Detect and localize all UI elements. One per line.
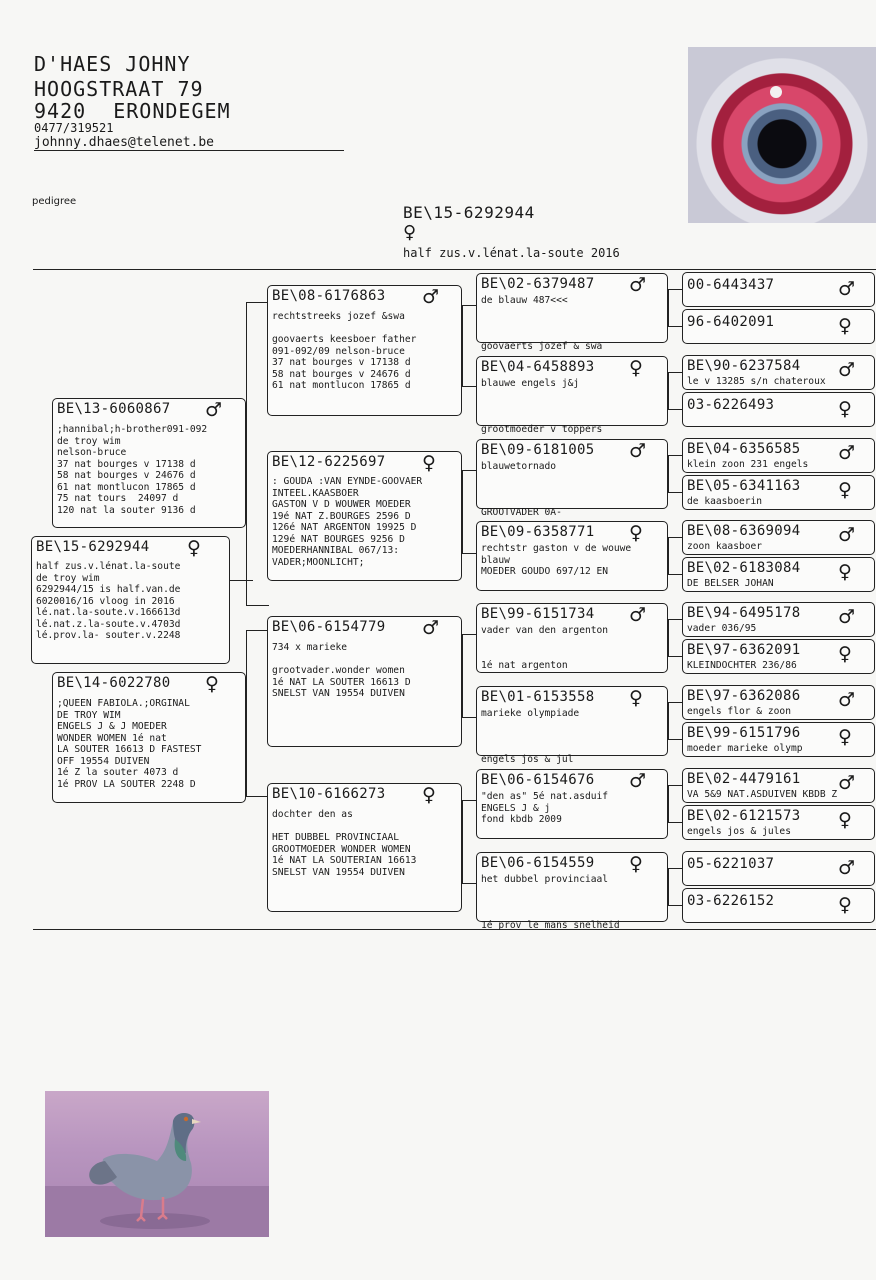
ring-number: BE\99-6151796 [687,725,801,741]
eye-photo [688,47,876,223]
connector [246,302,269,606]
pedigree-label: pedigree [32,196,77,207]
grandparent-card[interactable] [267,616,462,747]
pigeon-details: half zus.v.lénat.la-soute de troy wim 6292944/15 is half.van.de 6020016/16 vloog in 2016 lé.nat.la-soute.v.166613d lé.nat.z.la-soute.v.4703d lé.prov.la- souter.v.2248 [36,561,181,641]
bottom-divider [33,929,876,930]
female-symbol-icon: ♀ [838,315,852,337]
ring-number: 00-6443437 [687,277,775,293]
male-symbol-icon: ♂ [838,442,856,464]
connector [668,455,683,493]
ring-number: BE\04-6458893 [481,359,595,375]
ancestor-card[interactable] [682,392,875,427]
ring-number: BE\06-6154676 [481,772,595,788]
ring-number: 03-6226493 [687,397,775,413]
top-divider [33,269,876,270]
ring-number: BE\02-6183084 [687,560,801,576]
ring-number: BE\12-6225697 [272,454,386,470]
ring-number: BE\09-6181005 [481,442,595,458]
eye-highlight [770,86,782,98]
ancestor-note: engels flor & zoon [687,706,791,717]
ancestor-note: le v 13285 s/n chateroux [687,376,826,387]
pigeon-photo [45,1091,269,1237]
ancestor-card[interactable] [682,475,875,510]
ring-number: BE\97-6362091 [687,642,801,658]
owner-street: HOOGSTRAAT 79 [34,77,204,101]
connector [246,630,269,797]
ancestor-note: moeder marieke olymp [687,743,803,754]
female-symbol-icon: ♀ [838,479,852,501]
male-symbol-icon: ♂ [629,770,647,792]
ancestor-note: zoon kaasboer [687,541,763,552]
male-symbol-icon: ♂ [838,524,856,546]
pigeon-details: ;QUEEN FABIOLA.;ORGINAL DE TROY WIM ENGELS J & J MOEDER WONDER WOMEN 1é nat LA SOUTER 16613 D FASTEST OFF 19554 DUIVEN 1é Z la souter 4073 d 1é PROV LA SOUTER 2248 D [57,698,202,790]
ring-number: BE\09-6358771 [481,524,595,540]
ring-number: 03-6226152 [687,893,775,909]
great-grandparent-card[interactable] [476,521,668,591]
sire-card[interactable] [52,398,246,528]
ancestor-note: KLEINDOCHTER 236/86 [687,660,797,671]
owner-email[interactable]: johnny.dhaes@telenet.be [34,135,215,150]
female-symbol-icon: ♀ [838,398,852,420]
pigeon-details: 734 x marieke grootvader.wonder women 1é NAT LA SOUTER 16613 D SNELST VAN 19554 DUIVEN [272,642,411,699]
ancestor-note: vader 036/95 [687,623,757,634]
connector [462,470,477,554]
pigeon-details: ;hannibal;h-brother091-092 de troy wim nelson-bruce 37 nat bourges v 17138 d 58 nat bourges v 24676 d 61 nat montlucon 17865 d 75 nat tours 24097 d 120 nat la souter 9136 d [57,424,208,516]
pigeon-details: het dubbel provinciaal 1é prov le mans snelheid [481,874,620,931]
ring-number: BE\15-6292944 [36,539,150,555]
great-grandparent-card[interactable] [476,852,668,931]
ring-number: BE\99-6151734 [481,606,595,622]
great-grandparent-card[interactable] [476,356,668,435]
pigeon-details: rechtstreeks jozef &swa goovaerts keesboer father 091-092/09 nelson-bruce 37 nat bourges v 17138 d 58 nat bourges v 24676 d 61 nat montlucon 17865 d [272,311,417,391]
ring-number: BE\02-6121573 [687,808,801,824]
ring-number: BE\94-6495178 [687,605,801,621]
ring-number: 96-6402091 [687,314,775,330]
grandparent-card[interactable] [267,783,462,912]
connector [668,372,683,410]
male-symbol-icon: ♂ [838,278,856,300]
connector [462,634,477,718]
male-symbol-icon: ♂ [838,606,856,628]
female-symbol-icon: ♀ [629,522,643,544]
ring-number: BE\06-6154559 [481,855,595,871]
main-ring-number: BE\15-6292944 [403,203,535,222]
female-symbol-icon: ♀ [205,673,219,695]
connector [668,702,683,740]
owner-phone: 0477/319521 [34,121,114,135]
female-symbol-icon: ♀ [629,357,643,379]
main-note: half zus.v.lénat.la-soute 2016 [403,246,620,260]
male-symbol-icon: ♂ [838,857,856,879]
ancestor-note: engels jos & jules [687,826,791,837]
female-symbol-icon: ♀ [422,784,436,806]
pigeon-details: dochter den as HET DUBBEL PROVINCIAAL GROOTMOEDER WONDER WOMEN 1é NAT LA SOUTERIAN 16613 SNELST VAN 19554 DUIVEN [272,809,417,878]
owner-name: D'HAES JOHNY [34,52,191,76]
male-symbol-icon: ♂ [629,604,647,626]
ancestor-card[interactable] [682,557,875,592]
ancestor-note: klein zoon 231 engels [687,459,809,470]
female-symbol-icon: ♀ [838,561,852,583]
ring-number: BE\08-6369094 [687,523,801,539]
connector [230,580,253,581]
connector [462,305,477,387]
subject-card[interactable] [31,536,230,664]
connector [462,800,477,884]
ancestor-card[interactable] [682,309,875,344]
pigeon-details: blauwe engels j&j grootmoeder v toppers [481,378,603,435]
ancestor-card[interactable] [682,639,875,674]
pigeon-details: : GOUDA :VAN EYNDE-GOOVAER INTEEL.KAASBOER GASTON V D WOUWER MOEDER 19é NAT Z.BOURGES 2596 D 126é NAT ARGENTON 19925 D 129é NAT BOURGES 9256 D MOEDERHANNIBAL 067/13: VADER;MOONLICHT; [272,476,423,568]
ring-number: BE\08-6176863 [272,288,386,304]
male-symbol-icon: ♂ [422,617,440,639]
ancestor-card[interactable] [682,685,875,720]
pigeon-details: blauwetornado GROOTVADER 0A- [481,461,562,518]
ring-number: BE\10-6166273 [272,786,386,802]
female-symbol-icon: ♀ [422,452,436,474]
ring-number: BE\90-6237584 [687,358,801,374]
ancestor-card[interactable] [682,722,875,757]
great-grandparent-card[interactable] [476,439,668,518]
male-symbol-icon: ♂ [205,399,223,421]
female-symbol-icon: ♀ [838,726,852,748]
female-symbol-icon: ♀ [838,809,852,831]
ring-number: BE\06-6154779 [272,619,386,635]
connector [668,537,683,575]
ring-number: BE\01-6153558 [481,689,595,705]
dam-card[interactable] [52,672,246,803]
email-underline [34,150,344,151]
ring-number: BE\04-6356585 [687,441,801,457]
ancestor-card[interactable] [682,438,875,473]
great-grandparent-card[interactable] [476,273,668,352]
ancestor-card[interactable] [682,355,875,390]
ancestor-note: de kaasboerin [687,496,763,507]
grandparent-card[interactable] [267,451,462,581]
connector [668,868,683,906]
ancestor-card[interactable] [682,520,875,555]
great-grandparent-card[interactable] [476,686,668,765]
ancestor-card[interactable] [682,602,875,637]
connector [668,785,683,823]
ancestor-card[interactable] [682,768,875,803]
pigeon-details: marieke olympiade engels jos & jul [481,708,580,765]
ring-number: BE\02-6379487 [481,276,595,292]
connector [668,289,683,327]
pigeon-details: rechtstr gaston v de wouwe blauw MOEDER GOUDO 697/12 EN [481,543,632,577]
pigeon-illustration [45,1091,269,1237]
ring-number: 05-6221037 [687,856,775,872]
pigeon-details: vader van den argenton 1é nat argenton [481,625,609,671]
ancestor-note: VA 5&9 NAT.ASDUIVEN KBDB Z [687,789,838,800]
great-grandparent-card[interactable] [476,769,668,839]
ancestor-card[interactable] [682,888,875,923]
female-symbol-icon: ♀ [838,894,852,916]
ancestor-card[interactable] [682,272,875,307]
ring-number: BE\97-6362086 [687,688,801,704]
ancestor-card[interactable] [682,805,875,840]
male-symbol-icon: ♂ [838,772,856,794]
male-symbol-icon: ♂ [629,274,647,296]
owner-city: 9420 ERONDEGEM [34,99,231,123]
grandparent-card[interactable] [267,285,462,416]
ring-number: BE\02-4479161 [687,771,801,787]
ancestor-note: DE BELSER JOHAN [687,578,774,589]
male-symbol-icon: ♂ [838,359,856,381]
female-symbol-icon: ♀ [838,643,852,665]
female-symbol-icon: ♀ [403,222,417,243]
male-symbol-icon: ♂ [629,440,647,462]
connector [668,619,683,657]
female-symbol-icon: ♀ [629,687,643,709]
male-symbol-icon: ♂ [422,286,440,308]
female-symbol-icon: ♀ [629,853,643,875]
ring-number: BE\14-6022780 [57,675,171,691]
ring-number: BE\05-6341163 [687,478,801,494]
female-symbol-icon: ♀ [187,537,201,559]
pigeon-details: de blauw 487<<< goovaerts jozef & swa [481,295,603,352]
ancestor-card[interactable] [682,851,875,886]
great-grandparent-card[interactable] [476,603,668,673]
pigeon-details: "den as" 5é nat.asduif ENGELS J & j fond kbdb 2009 [481,791,609,825]
male-symbol-icon: ♂ [838,689,856,711]
ring-number: BE\13-6060867 [57,401,171,417]
